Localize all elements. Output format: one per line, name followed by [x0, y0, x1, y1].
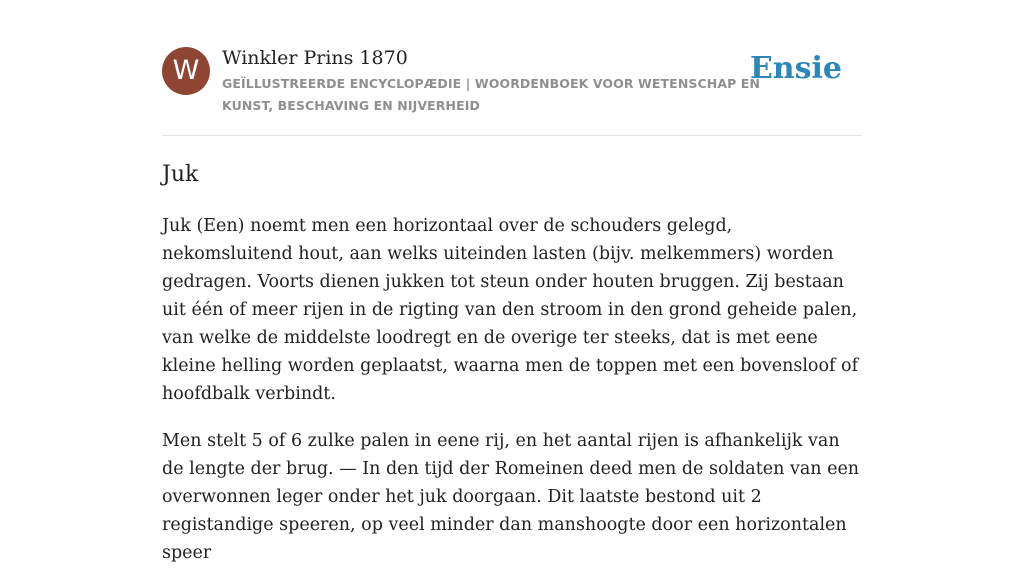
- ensie-logo-link[interactable]: Ensie: [749, 51, 842, 86]
- source-header: [162, 44, 862, 134]
- article-paragraph-1: Juk (Een) noemt men een horizontaal over de schouders gelegd, nekomsluitend hout, aan welks uiteinden lasten (bijv. melkemmers) worden gedragen. Voorts dienen jukken tot steun onder houten bruggen. Zij bestaan uit één of meer rijen in de rigting van den stroom in den grond geheide palen, van welke de middelste loodregt en de overige ter steeks, dat is met eene kleine helling worden geplaatst, waarna men de toppen met een bovensloof of hoofdbalk verbindt.: [162, 216, 859, 404]
- source-avatar[interactable]: W: [162, 47, 210, 95]
- article-title: Juk: [162, 162, 199, 187]
- source-title-link[interactable]: Winkler Prins 1870: [222, 47, 408, 69]
- header-divider: [162, 135, 862, 136]
- source-subtitle: GEÏLLUSTREERDE ENCYCLOPÆDIE | WOORDENBOEK VOOR WETENSCHAP EN KUNST, BESCHAVING EN NIJVERHEID: [222, 76, 761, 113]
- article: [162, 158, 862, 586]
- article-paragraph-2: Men stelt 5 of 6 zulke palen in eene rij, en het aantal rijen is afhankelijk van de lengte der brug. — In den tijd der Romeinen deed men de soldaten van een overwonnen leger onder het juk doorgaan. Dit laatste bestond uit 2 registandige speeren, op veel minder dan manshoogte door een horizontalen speer: [162, 431, 860, 563]
